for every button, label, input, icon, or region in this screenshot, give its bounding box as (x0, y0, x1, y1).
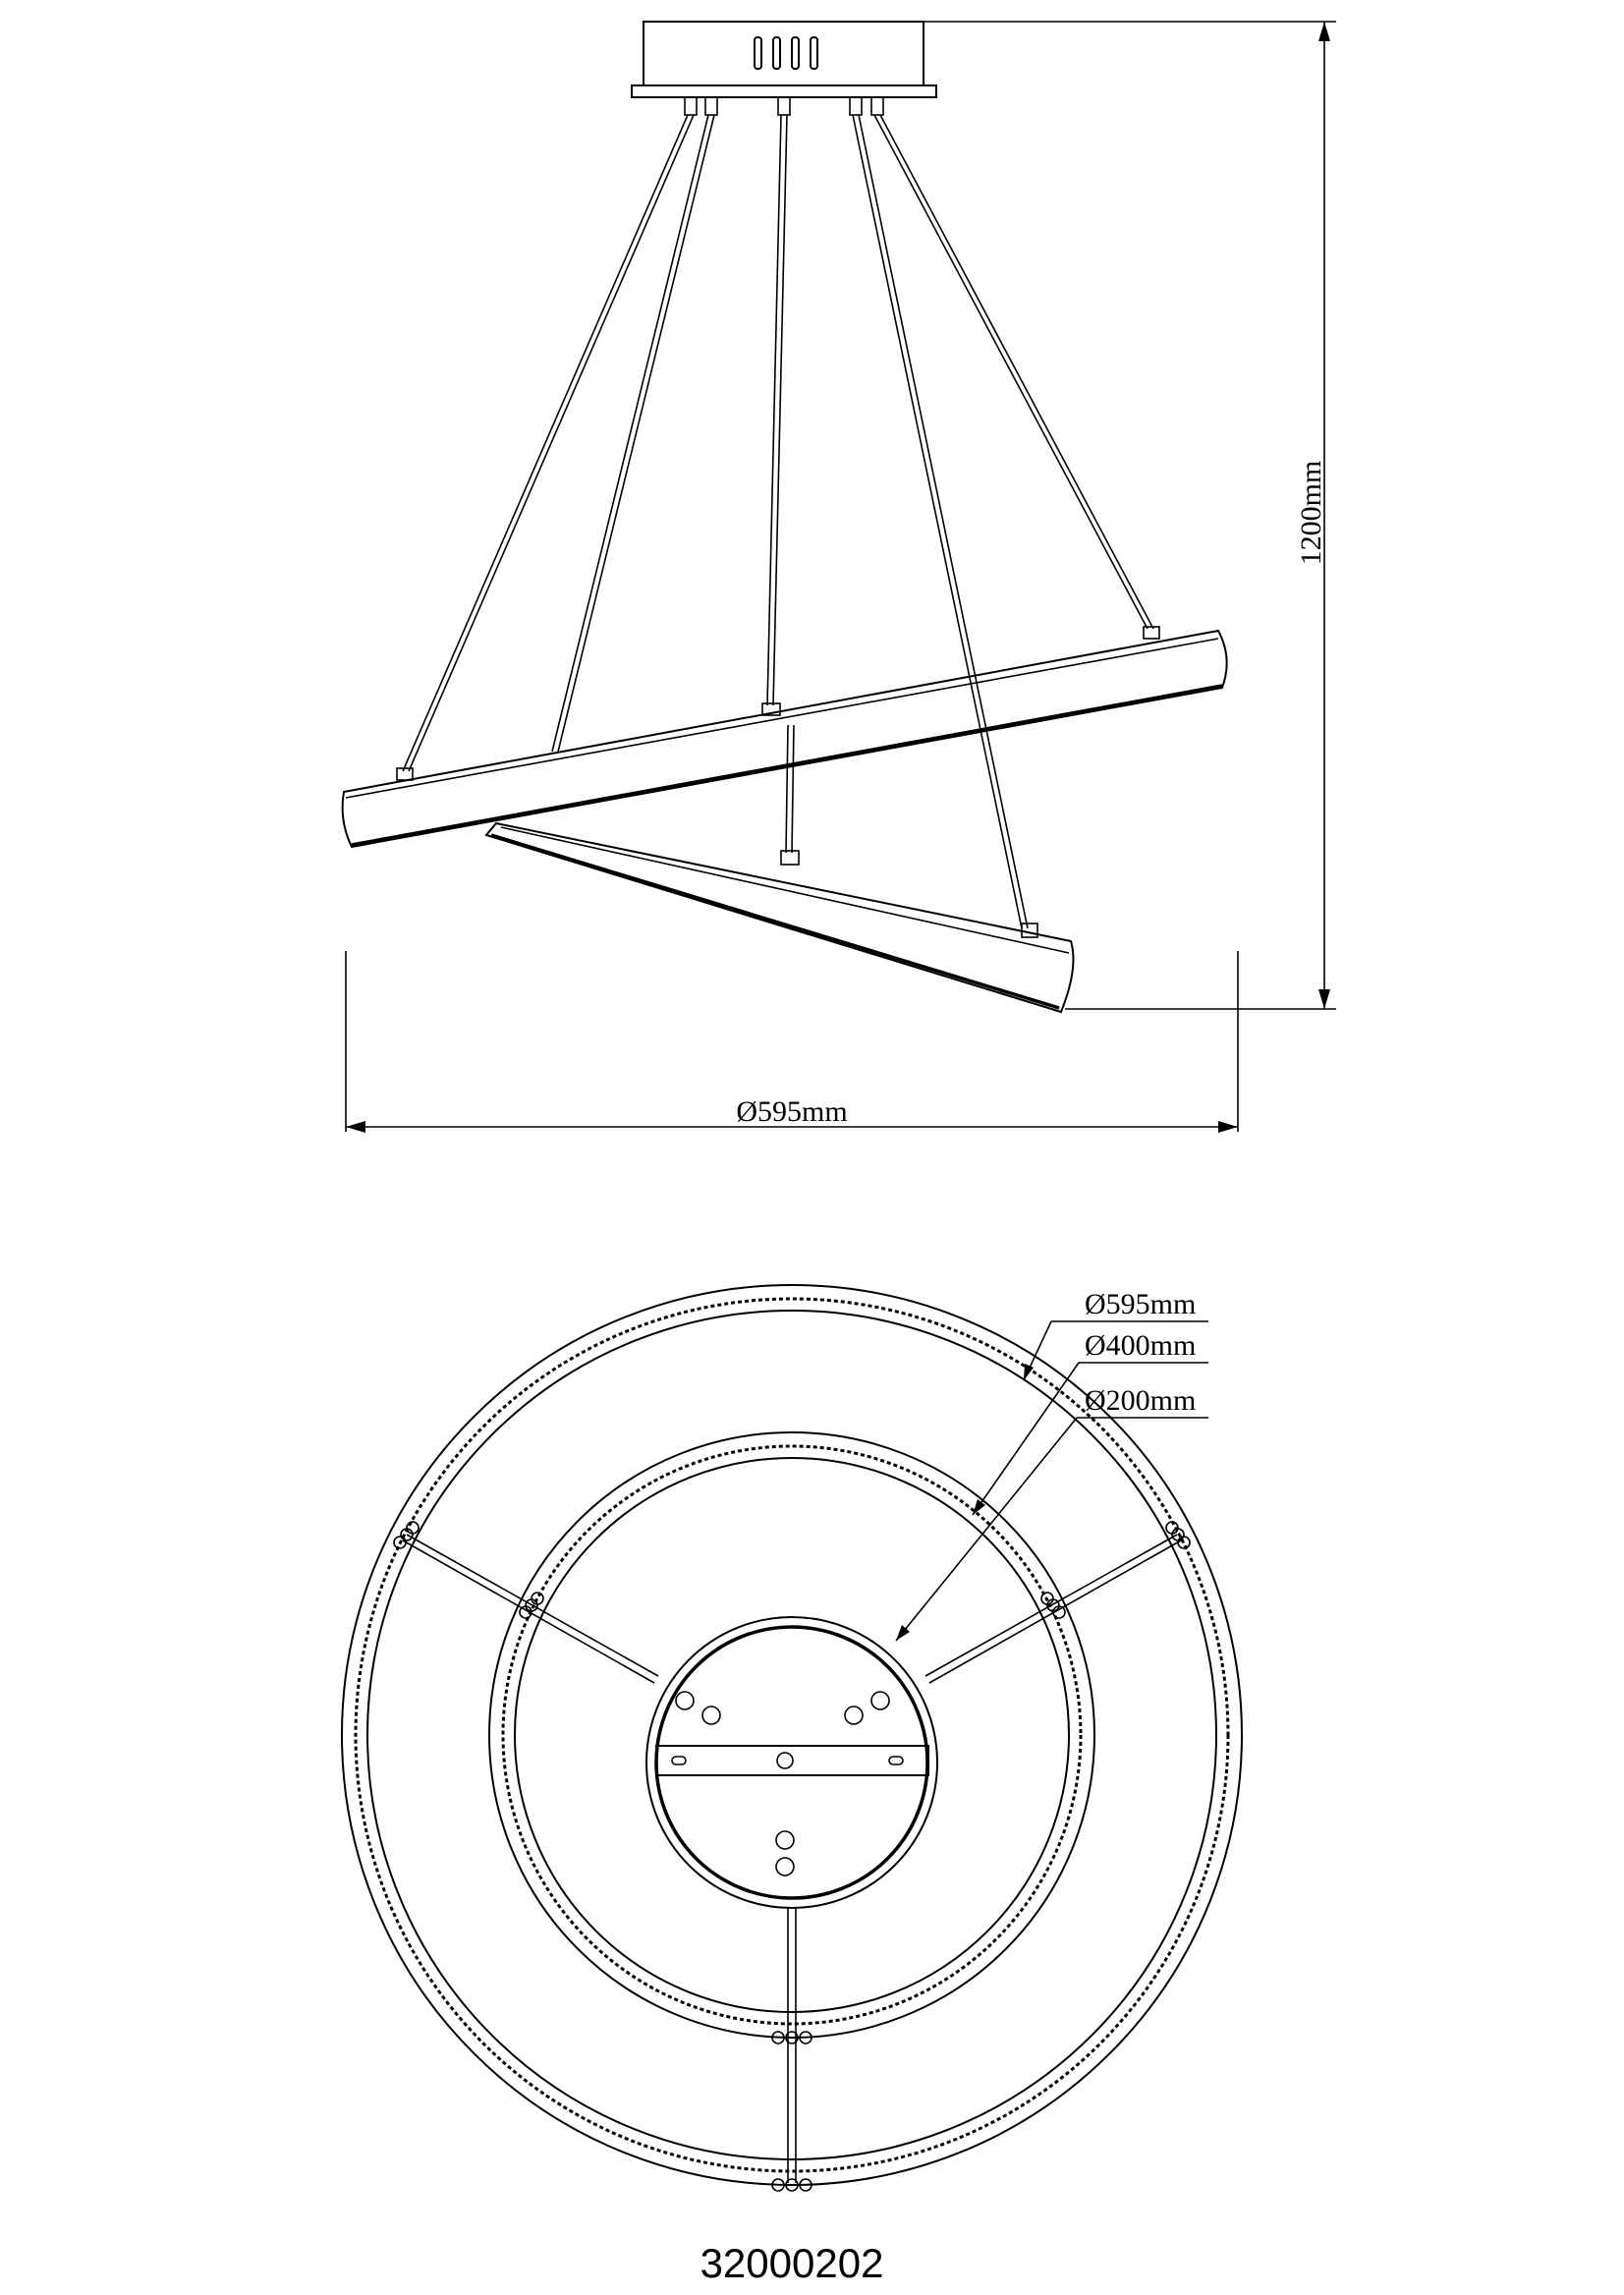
outer-diameter-label: Ø595mm (1085, 1288, 1197, 1320)
spokes (403, 1535, 1181, 2183)
diameter-leaders (896, 1288, 1208, 1641)
lower-ring-side (486, 823, 1073, 1012)
outer-ring (342, 1285, 1242, 2185)
suspension-cables (403, 115, 1153, 928)
side-view (343, 22, 1336, 1133)
height-label: 1200mm (1295, 460, 1327, 566)
ring-connectors (394, 1522, 1190, 2191)
ceiling-canopy (632, 22, 936, 115)
upper-ring-side (343, 627, 1227, 847)
product-code: 32000202 (700, 2240, 884, 2286)
middle-diameter-label: Ø400mm (1085, 1329, 1197, 1362)
inner-diameter-label: Ø200mm (1085, 1384, 1197, 1417)
center-canopy (646, 1617, 937, 1908)
plan-view (342, 1285, 1242, 2191)
width-dimension (346, 951, 1238, 1133)
middle-ring (489, 1432, 1094, 2038)
height-dimension (924, 22, 1336, 1009)
width-label: Ø595mm (736, 1095, 848, 1128)
